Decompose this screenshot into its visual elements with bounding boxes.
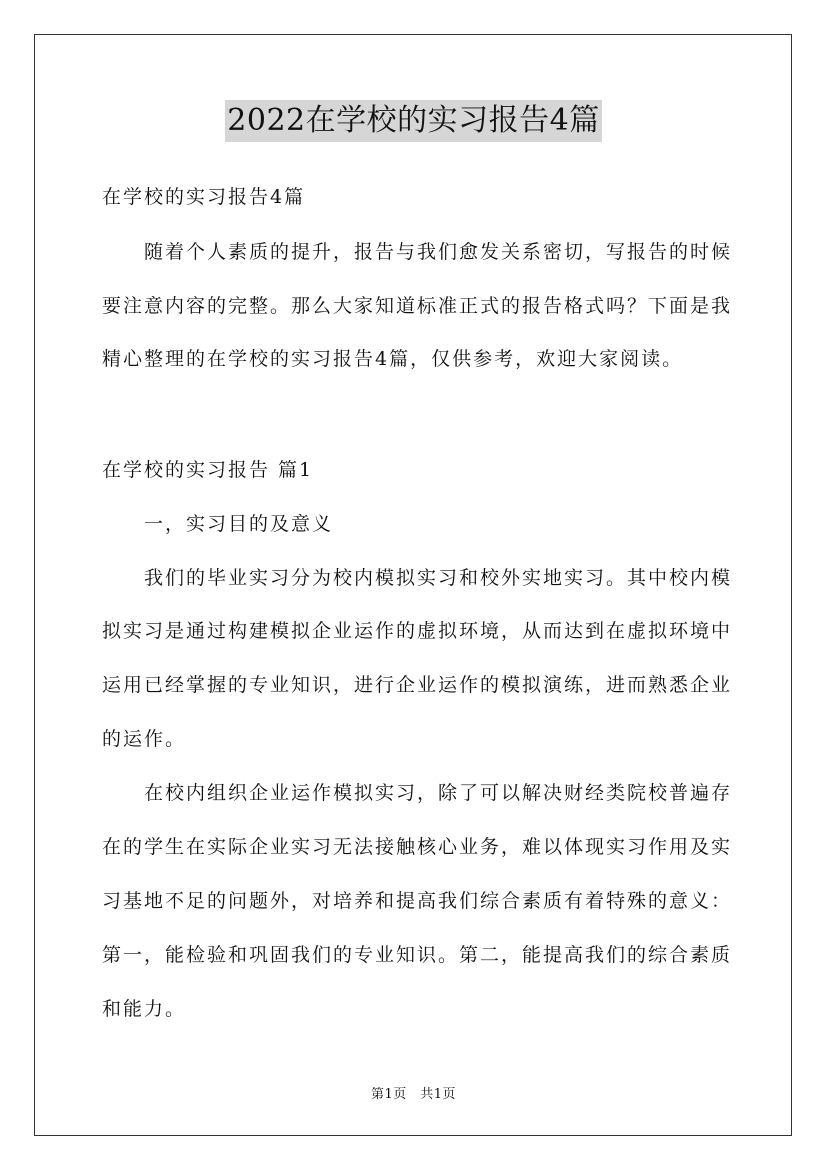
paragraph-line: 运用已经掌握的专业知识，进行企业运作的模拟演练，进而熟悉企业	[102, 674, 733, 696]
intro-line: 随着个人素质的提升，报告与我们愈发关系密切，写报告的时候	[144, 241, 733, 263]
title-container	[0, 100, 827, 142]
paragraph-line: 第一，能检验和巩固我们的专业知识。第二，能提高我们的综合素质	[102, 944, 733, 966]
document-subtitle: 在学校的实习报告4篇	[102, 186, 306, 208]
subsection-heading: 一，实习目的及意义	[144, 513, 334, 535]
section-heading: 在学校的实习报告 篇1	[102, 459, 314, 481]
document-title: 2022在学校的实习报告4篇	[225, 100, 601, 142]
paragraph-line: 习基地不足的问题外，对培养和提高我们综合素质有着特殊的意义：	[102, 890, 733, 912]
paragraph-line: 和能力。	[102, 998, 187, 1020]
page-footer: 第1页 共1页	[370, 1087, 457, 1102]
paragraph-line: 我们的毕业实习分为校内模拟实习和校外实地实习。其中校内模	[144, 567, 733, 589]
intro-line: 要注意内容的完整。那么大家知道标准正式的报告格式吗？下面是我	[102, 295, 733, 317]
paragraph-line: 拟实习是通过构建模拟企业运作的虚拟环境，从而达到在虚拟环境中	[102, 620, 733, 642]
paragraph-line: 在的学生在实际企业实习无法接触核心业务，难以体现实习作用及实	[102, 836, 733, 858]
paragraph-line: 的运作。	[102, 728, 187, 750]
paragraph-line: 在校内组织企业运作模拟实习，除了可以解决财经类院校普遍存	[144, 782, 733, 804]
intro-line: 精心整理的在学校的实习报告4篇，仅供参考，欢迎大家阅读。	[102, 348, 684, 370]
